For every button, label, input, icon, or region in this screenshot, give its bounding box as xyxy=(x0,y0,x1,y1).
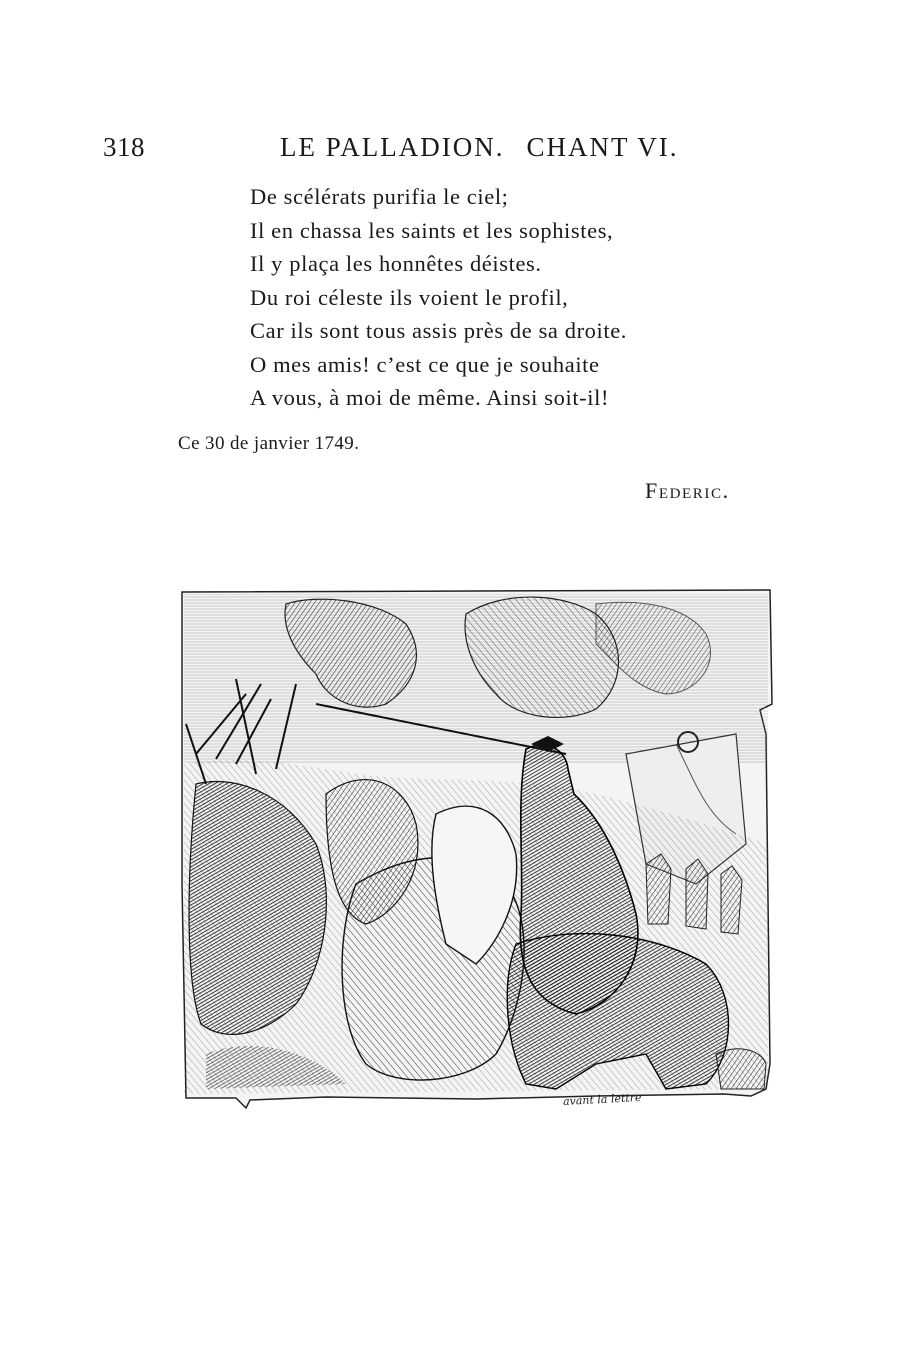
poem-line: A vous, à moi de même. Ainsi soit-il! xyxy=(250,385,610,410)
poem-line: De scélérats purifia le ciel; xyxy=(250,184,509,209)
running-head-title: LE PALLADION. xyxy=(280,132,505,162)
etching-battle-scene-icon xyxy=(176,584,780,1122)
poem-line: Du roi céleste ils voient le profil, xyxy=(250,284,569,310)
poem-line: Il en chassa les saints et les sophistes, xyxy=(250,217,614,243)
poem-line: Car ils sont tous assis près de sa droite. xyxy=(250,318,628,343)
running-head xyxy=(280,132,679,163)
etching-plate xyxy=(176,584,780,1122)
dateline: Ce 30 de janvier 1749. xyxy=(178,433,360,454)
plate-caption: avant la lettre xyxy=(562,1090,642,1109)
running-head-chapter: CHANT VI. xyxy=(526,132,679,162)
poem-stanza xyxy=(250,180,627,415)
page-number: 318 xyxy=(103,132,145,162)
signature: Federic. xyxy=(645,478,730,503)
poem-line: O mes amis! c’est ce que je souhaite xyxy=(250,351,600,377)
poem-line: Il y plaça les honnêtes déistes. xyxy=(250,251,542,276)
